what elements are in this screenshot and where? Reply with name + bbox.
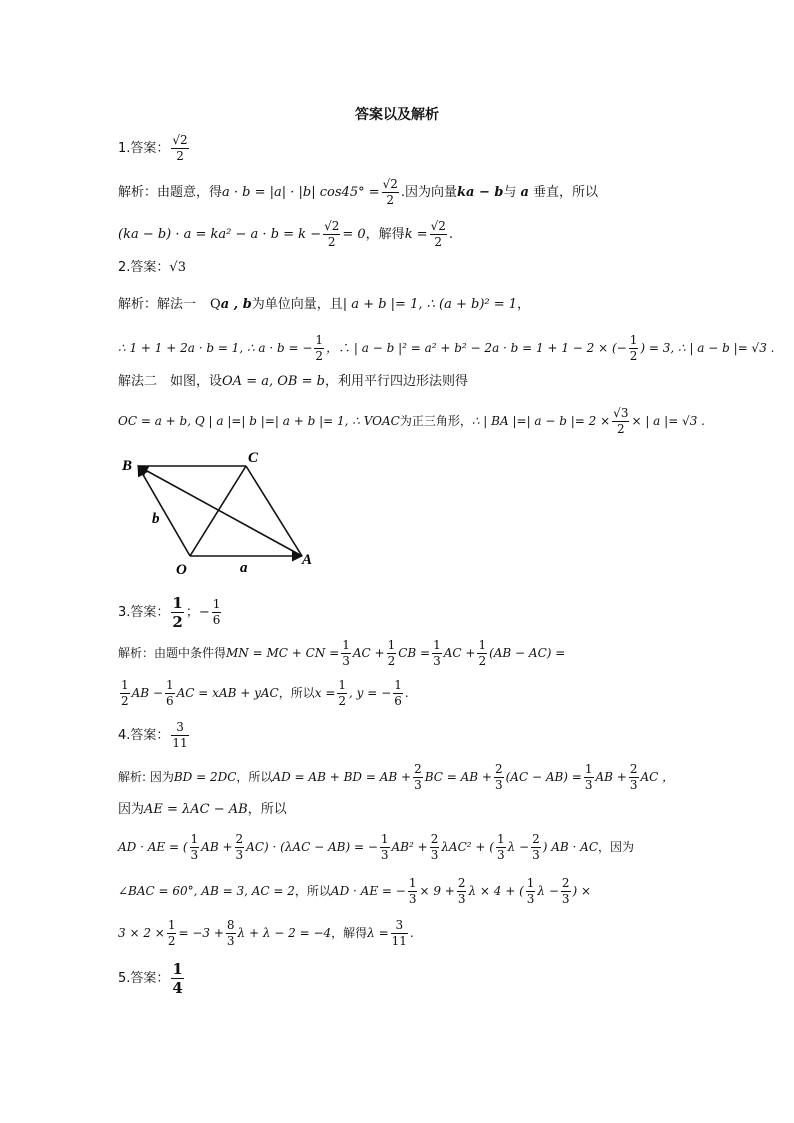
q2-equation: × | a |= √3 . xyxy=(631,414,705,428)
q4-fraction xyxy=(457,876,467,907)
q2-fraction xyxy=(314,333,324,364)
q4-frac-den: 3 xyxy=(494,778,503,792)
q2-answer-label: 2.答案： xyxy=(118,260,170,275)
q2-fraction xyxy=(629,333,639,364)
q4-frac-den: 3 xyxy=(430,848,439,862)
q1-equation: (ka − b) · a = ka² − a · b = k − xyxy=(118,227,322,242)
q4-text: ，所以 xyxy=(236,770,273,784)
q2-text: 解法二 如图，设 xyxy=(118,374,223,389)
q4-fraction xyxy=(584,762,594,793)
q4-frac-num: 2 xyxy=(430,832,439,846)
q2-frac-den: 2 xyxy=(629,349,638,363)
q2-equation: OC = a + b, Q | a |=| b |=| a + b |= 1, ∴ VOAC xyxy=(118,414,400,428)
q3-equation: x = xyxy=(314,686,336,700)
q2-text: Q xyxy=(210,297,221,312)
q4-frac-num: 1 xyxy=(408,876,417,890)
q1-frac-num: √2 xyxy=(430,219,446,233)
q3-solution-line1 xyxy=(118,638,565,669)
q4-equation: AE = λAC − AB xyxy=(144,802,248,817)
q4-frac-den: 3 xyxy=(235,848,244,862)
q3-frac-den: 3 xyxy=(433,654,441,668)
q4-equation: AC ， xyxy=(640,770,675,784)
q4-fraction xyxy=(190,832,200,863)
q4-equation: λ × 4 + ( xyxy=(468,884,524,898)
q1-text: 与 xyxy=(503,185,517,200)
q3-equation: AC = xAB + yAC xyxy=(176,686,279,700)
q1-frac-num: √2 xyxy=(382,177,398,191)
q4-fraction xyxy=(391,918,408,949)
q4-equation: AB + xyxy=(595,770,627,784)
segment-ca xyxy=(246,466,302,556)
q2-equation: OA = a, OB = b xyxy=(222,374,325,389)
q4-equation: AD = AB + BD = AB + xyxy=(272,770,412,784)
q4-text: 解析: 因为 xyxy=(118,770,174,784)
q4-frac-num: 1 xyxy=(584,762,593,776)
q3-separator: ； xyxy=(185,605,199,620)
q3-fraction xyxy=(341,638,351,669)
q4-fraction xyxy=(408,876,418,907)
q3-frac-num: 1 xyxy=(342,638,350,652)
q4-frac-num: 2 xyxy=(414,762,422,776)
q4-frac-den: 3 xyxy=(561,892,570,906)
q1-answer-label: 1.答案： xyxy=(118,141,170,156)
q3-frac-num: 1 xyxy=(172,594,183,612)
q4-equation: (AC − AB) = xyxy=(505,770,582,784)
q3-frac-den: 6 xyxy=(394,694,402,708)
q4-equation: BC = AB + xyxy=(424,770,492,784)
q1-fraction xyxy=(430,219,447,250)
q4-equation: λ = xyxy=(367,926,389,940)
q2-equation: ∴ 1 + 1 + 2a · b = 1, ∴ a · b = − xyxy=(118,341,313,355)
q4-frac-num: 1 xyxy=(496,832,505,846)
q3-frac-num: 1 xyxy=(212,597,221,611)
segment-oc xyxy=(190,466,246,556)
q2-equation: | a + b |= 1, ∴ (a + b)² = 1 xyxy=(342,297,518,312)
q4-text: ，因为 xyxy=(598,840,635,854)
q2-text: 解析：解法一 xyxy=(118,297,197,312)
q1-answer-fraction xyxy=(171,133,188,164)
q4-fraction xyxy=(380,832,390,863)
q4-fraction xyxy=(235,832,245,863)
q2-equation: ∴ | BA |=| a − b |= 2 × xyxy=(471,414,611,428)
q4-equation: λ + λ − 2 = −4 xyxy=(237,926,332,940)
q3-equation: , y = − xyxy=(349,686,392,700)
q3-answer-fraction1 xyxy=(171,594,183,631)
q2-equation: a , b xyxy=(220,297,252,312)
q1-solution-line1 xyxy=(118,177,598,208)
vector-label-a: a xyxy=(240,560,248,576)
q3-answer xyxy=(118,594,223,631)
q4-frac-den: 3 xyxy=(380,848,389,862)
q1-text: .因为向量 xyxy=(400,185,458,200)
q1-frac-den: 2 xyxy=(434,235,443,249)
q4-frac-num: 2 xyxy=(629,762,638,776)
q3-answer-label: 3.答案： xyxy=(118,605,170,620)
q4-frac-num: 1 xyxy=(380,832,389,846)
q3-equation: AC + xyxy=(443,646,476,660)
q4-solution-line3 xyxy=(118,832,634,863)
q3-frac-num: 1 xyxy=(478,638,487,652)
q4-equation: λAC² + ( xyxy=(441,840,494,854)
q2-frac-num: 1 xyxy=(629,333,638,347)
q3-equation: AB − xyxy=(131,686,163,700)
q3-equation: AC + xyxy=(352,646,385,660)
q3-frac-den: 2 xyxy=(172,613,183,631)
vector-label-b: b xyxy=(152,511,160,527)
q4-frac-num: 3 xyxy=(171,720,188,736)
q4-answer-label: 4.答案： xyxy=(118,728,170,743)
q4-frac-den: 11 xyxy=(172,736,188,750)
q4-frac-num: 1 xyxy=(190,832,199,846)
q2-equation: ，∴ | a − b |² = a² + b² − 2a · b = 1 + 1 − 2 × (− xyxy=(326,341,627,355)
q4-equation: ) AB · AC xyxy=(542,840,599,854)
q4-frac-den: 2 xyxy=(167,934,176,948)
q3-solution-line2 xyxy=(118,678,409,709)
q4-frac-den: 3 xyxy=(526,892,535,906)
q1-text: ，解得 xyxy=(365,227,405,242)
q3-frac-num: 1 xyxy=(387,638,396,652)
q2-answer-value: √3 xyxy=(169,260,186,275)
q4-text: ，解得 xyxy=(331,926,368,940)
q1-solution-line2 xyxy=(118,219,453,250)
parallelogram-diagram xyxy=(118,448,318,578)
q1-text: 解析：由题意，得 xyxy=(118,185,223,200)
q4-equation: AD · AE = − xyxy=(330,884,406,898)
q3-fraction xyxy=(165,678,175,709)
q4-fraction xyxy=(226,918,236,949)
q4-fraction xyxy=(430,832,440,863)
q3-frac-den: 3 xyxy=(342,654,350,668)
point-label-b: B xyxy=(122,458,133,474)
q3-equation: (AB − AC) = xyxy=(489,646,566,660)
q4-solution-line4 xyxy=(118,876,591,907)
q4-frac-num: 8 xyxy=(226,918,235,932)
q4-equation: BD = 2DC xyxy=(173,770,237,784)
q1-text: 垂直，所以 xyxy=(532,185,598,200)
q4-frac-den: 3 xyxy=(496,848,505,862)
q4-fraction xyxy=(526,876,536,907)
q3-frac-num: 1 xyxy=(433,638,441,652)
q4-text: ，所以 xyxy=(247,802,287,817)
q1-frac-num: √2 xyxy=(324,219,340,233)
q3-text: ，所以 xyxy=(278,686,315,700)
q2-text: 为正三角形， xyxy=(399,414,472,428)
q1-vector-a: a xyxy=(520,185,529,200)
q4-solution-line1 xyxy=(118,762,674,793)
q4-frac-num: 1 xyxy=(526,876,535,890)
q3-frac-num: 1 xyxy=(166,678,174,692)
vector-ab xyxy=(138,466,302,556)
q4-text: 因为 xyxy=(118,802,145,817)
q1-frac-den: 2 xyxy=(327,235,336,249)
q3-frac-den: 6 xyxy=(166,694,174,708)
q2-frac-num: √3 xyxy=(613,406,629,420)
q1-fraction xyxy=(382,177,399,208)
q3-frac-den: 2 xyxy=(478,654,487,668)
q4-frac-den: 3 xyxy=(584,778,593,792)
q4-frac-num: 2 xyxy=(457,876,466,890)
q4-fraction xyxy=(496,832,506,863)
q3-sign: − xyxy=(198,605,210,620)
q2-solution-line4 xyxy=(118,406,705,437)
q4-solution-line5 xyxy=(118,918,414,949)
q4-fraction xyxy=(413,762,423,793)
q4-fraction xyxy=(629,762,639,793)
q3-fraction xyxy=(477,638,487,669)
q4-frac-den: 3 xyxy=(629,778,638,792)
page-title: 答案以及解析 xyxy=(355,107,439,123)
q4-equation: ∠BAC = 60°, AB = 3, AC = 2 xyxy=(118,884,295,898)
q4-fraction xyxy=(494,762,504,793)
q4-frac-num: 2 xyxy=(532,832,540,846)
q4-answer xyxy=(118,720,191,751)
q4-frac-den: 3 xyxy=(457,892,466,906)
q4-frac-den: 3 xyxy=(532,848,540,862)
q2-equation: ) = 3, ∴ | a − b |= √3 . xyxy=(640,341,775,355)
q1-equation: a · b = |a| · |b| cos45° = xyxy=(222,185,380,200)
q2-frac-den: 2 xyxy=(616,422,625,436)
q2-answer xyxy=(118,258,186,278)
q2-text: ， xyxy=(517,297,531,312)
q1-equation: k = xyxy=(404,227,428,242)
point-label-a: A xyxy=(302,552,313,568)
q3-frac-num: 1 xyxy=(121,678,129,692)
q4-equation: λ − xyxy=(537,884,559,898)
point-label-c: C xyxy=(248,450,259,466)
q2-text: ，利用平行四边形法则得 xyxy=(324,374,468,389)
q2-solution-line1 xyxy=(118,295,530,315)
q4-solution-line2 xyxy=(118,800,287,820)
q4-equation: AD · AE = ( xyxy=(118,840,188,854)
q4-fraction xyxy=(531,832,541,863)
q4-frac-num: 2 xyxy=(561,876,570,890)
q2-solution-line2 xyxy=(118,333,774,364)
q4-frac-den: 3 xyxy=(226,934,235,948)
q5-answer xyxy=(118,960,186,997)
q4-equation: AB + xyxy=(201,840,233,854)
q3-frac-den: 6 xyxy=(212,613,221,627)
q4-equation: AC) · (λAC − AB) = − xyxy=(246,840,378,854)
q3-frac-num: 1 xyxy=(394,678,402,692)
q4-text: ，所以 xyxy=(294,884,331,898)
q1-frac-den: 2 xyxy=(386,193,395,207)
q3-text: 解析：由题中条件得 xyxy=(118,646,227,660)
q5-frac-den: 4 xyxy=(172,979,183,997)
q3-frac-num: 1 xyxy=(338,678,347,692)
q4-frac-num: 1 xyxy=(167,918,176,932)
q1-answer-denominator: 2 xyxy=(176,149,184,163)
q5-answer-label: 5.答案： xyxy=(118,971,170,986)
q4-frac-num: 3 xyxy=(391,918,408,934)
q2-frac-num: 1 xyxy=(315,333,324,347)
q4-text: . xyxy=(409,926,414,940)
q5-frac-num: 1 xyxy=(172,960,183,978)
q3-text: . xyxy=(404,686,409,700)
q1-answer xyxy=(118,133,191,164)
q4-frac-den: 11 xyxy=(391,934,407,948)
q4-equation: ) × xyxy=(572,884,592,898)
q4-frac-den: 3 xyxy=(408,892,417,906)
q3-frac-den: 2 xyxy=(387,654,396,668)
q2-text: 为单位向量，且 xyxy=(251,297,343,312)
q3-fraction xyxy=(120,678,130,709)
q4-frac-den: 3 xyxy=(190,848,199,862)
q4-frac-den: 3 xyxy=(414,778,422,792)
point-label-o: O xyxy=(176,562,187,578)
q1-fraction xyxy=(323,219,340,250)
q4-fraction xyxy=(167,918,177,949)
q3-frac-den: 2 xyxy=(121,694,129,708)
q4-equation: = −3 + xyxy=(178,926,224,940)
q1-vector: ka − b xyxy=(457,185,504,200)
q3-answer-fraction2 xyxy=(212,597,222,628)
q1-text: . xyxy=(448,227,454,242)
q3-equation: CB = xyxy=(398,646,431,660)
q1-equation: = 0 xyxy=(342,227,366,242)
q4-equation: λ − xyxy=(507,840,530,854)
q2-fraction xyxy=(612,406,629,437)
q3-fraction xyxy=(337,678,347,709)
q3-frac-den: 2 xyxy=(338,694,347,708)
q4-frac-num: 2 xyxy=(235,832,244,846)
q2-frac-den: 2 xyxy=(315,349,324,363)
q4-equation: 3 × 2 × xyxy=(118,926,165,940)
q3-equation: MN = MC + CN = xyxy=(226,646,340,660)
q4-fraction xyxy=(561,876,571,907)
q2-solution-line3 xyxy=(118,372,468,392)
q4-equation: × 9 + xyxy=(419,884,455,898)
q5-answer-fraction xyxy=(171,960,183,997)
q4-equation: AB² + xyxy=(391,840,428,854)
q3-fraction xyxy=(387,638,397,669)
q4-frac-num: 2 xyxy=(494,762,503,776)
q1-answer-numerator: √2 xyxy=(172,133,188,147)
q3-fraction xyxy=(432,638,442,669)
q4-answer-fraction xyxy=(171,720,188,751)
q3-fraction xyxy=(393,678,403,709)
